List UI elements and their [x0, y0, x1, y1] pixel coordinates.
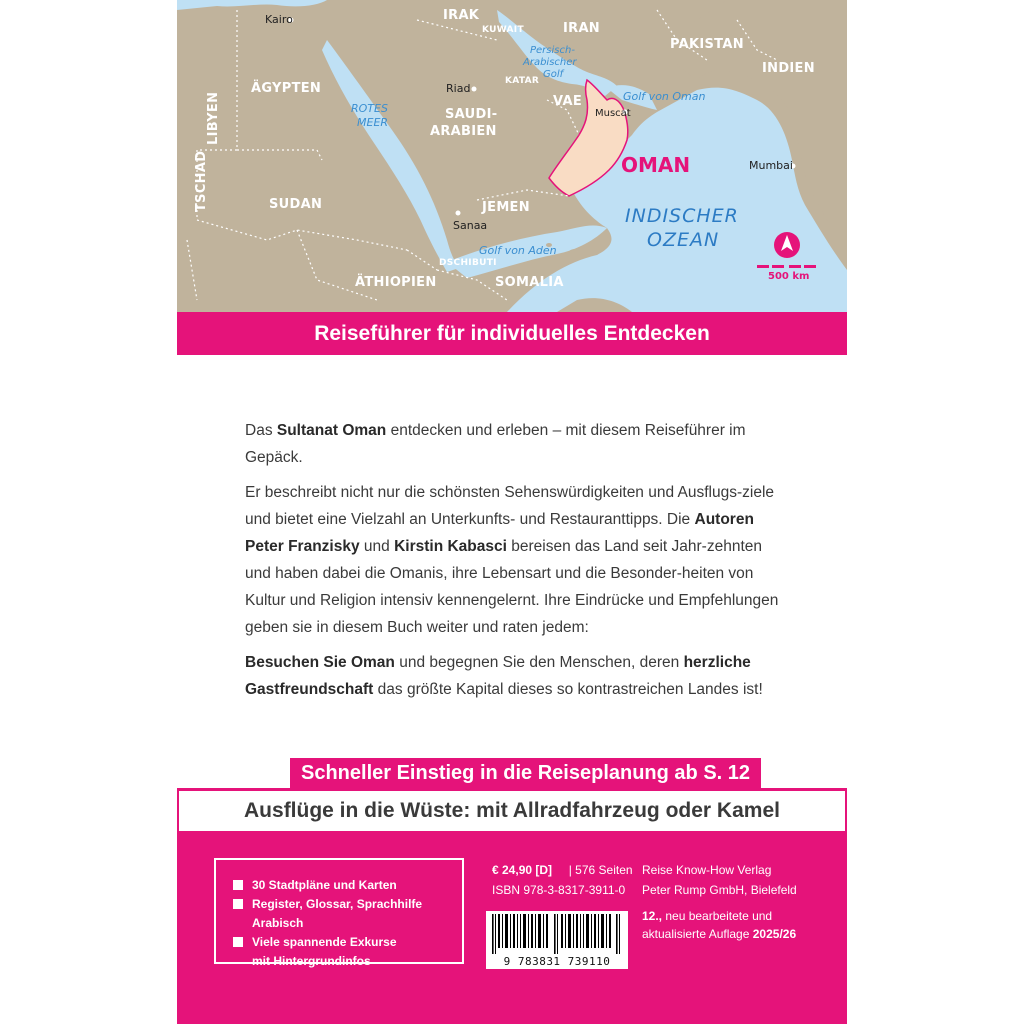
barcode-bars	[486, 911, 628, 956]
water-rotes-meer-2: MEER	[357, 116, 389, 129]
label-sudan: SUDAN	[269, 197, 323, 212]
city-muscat: Muscat	[595, 108, 631, 119]
label-tschad: TSCHAD	[194, 150, 209, 212]
water-persischer-golf-2: Arabischer	[523, 57, 577, 68]
water-persischer-golf-1: Persisch-	[530, 45, 575, 56]
city-sanaa: Sanaa	[453, 219, 488, 232]
checkbox-icon	[233, 937, 243, 947]
map-graphic	[177, 0, 847, 312]
label-katar: KATAR	[505, 76, 540, 86]
city-mumbai: Mumbai	[749, 159, 793, 172]
water-golf-von-aden: Golf von Aden	[479, 244, 557, 257]
label-jemen: JEMEN	[482, 200, 530, 215]
water-ocean-2: OZEAN	[647, 229, 720, 251]
checkbox-icon	[233, 899, 243, 909]
water-persischer-golf-3: Golf	[543, 69, 564, 80]
isbn-barcode	[486, 911, 628, 969]
tagline-band	[177, 312, 847, 355]
label-indien: INDIEN	[762, 61, 815, 76]
label-kuwait: KUWAIT	[482, 25, 524, 35]
map-scale: 500 km	[768, 271, 810, 282]
label-somalia: SOMALIA	[495, 275, 564, 290]
description-paragraph-3: Besuchen Sie Oman und begegnen Sie den Menschen, deren herzliche Gastfreundschaft das größte Kapital dieses so kontrastreichen Landes ist!	[245, 654, 763, 698]
label-dschibuti: DSCHIBUTI	[439, 258, 497, 268]
description-paragraph-2: Er beschreibt nicht nur die schönsten Sehenswürdigkeiten und Ausflugs-ziele und bietet eine Vielzahl an Unterkunfts- und Restauranttipps. Die Autoren Peter Franzisky und Kirstin Kabasci bereisen das Land seit Jahr-zehnten und haben dabei die Omanis, ihre Lebensart und die Besonder-heiten von Kultur und Religion intensiv kennengelernt. Ihre Eindrücke und Empfehlungen geben sie in diesem Buch weiter und raten jedem:	[245, 484, 779, 636]
city-kairo: Kairo	[265, 13, 293, 26]
highlight-box-desert	[179, 791, 845, 831]
city-riad: Riad	[446, 82, 471, 95]
label-iran: IRAN	[563, 21, 600, 36]
checkbox-icon	[233, 880, 243, 890]
feature-item: Register, Glossar, Sprachhilfe Arabisch	[233, 895, 462, 933]
description	[245, 417, 790, 711]
water-ocean-1: INDISCHER	[625, 205, 739, 227]
label-irak: IRAK	[443, 8, 480, 23]
label-oman: OMAN	[621, 153, 691, 177]
feature-list	[214, 858, 464, 968]
book-info	[492, 860, 633, 900]
label-aegypten: ÄGYPTEN	[251, 81, 322, 96]
label-vae: VAE	[553, 94, 583, 109]
label-libyen: LIBYEN	[206, 91, 221, 145]
page-count: | 576 Seiten	[568, 863, 633, 877]
description-paragraph-1: Das Sultanat Oman entdecken und erleben – mit diesem Reiseführer im Gepäck.	[245, 422, 746, 466]
label-pakistan: PAKISTAN	[670, 37, 744, 52]
label-saudi-1: SAUDI-	[445, 107, 498, 122]
edition-info: 12., neu bearbeitete und aktualisierte Auflage 2025/26	[642, 909, 797, 941]
book-back-cover	[177, 0, 847, 1024]
highlight-desert: Ausflüge in die Wüste: mit Allradfahrzeug oder Kamel	[244, 799, 780, 822]
publisher-company: Peter Rump GmbH, Bielefeld	[642, 883, 797, 897]
label-saudi-2: ARABIEN	[430, 124, 497, 139]
feature-item: Viele spannende Exkurse mit Hintergrundinfos	[233, 933, 462, 971]
barcode-number: 9 783831 739110	[503, 955, 611, 968]
water-rotes-meer-1: ROTES	[351, 102, 388, 115]
publisher	[642, 860, 797, 900]
publisher-name: Reise Know-How Verlag	[642, 863, 772, 877]
price: € 24,90 [D]	[492, 863, 553, 877]
bottom-panel	[177, 788, 847, 1024]
highlight-banner-planning: Schneller Einstieg in die Reiseplanung ab S. 12	[290, 758, 761, 788]
isbn: ISBN 978-3-8317-3911-0	[492, 883, 626, 897]
label-aethiopien: ÄTHIOPIEN	[355, 275, 437, 290]
region-map	[177, 0, 847, 312]
tagline: Reiseführer für individuelles Entdecken	[314, 321, 710, 345]
water-golf-von-oman: Golf von Oman	[623, 90, 706, 103]
feature-item: 30 Stadtpläne und Karten	[233, 876, 462, 895]
